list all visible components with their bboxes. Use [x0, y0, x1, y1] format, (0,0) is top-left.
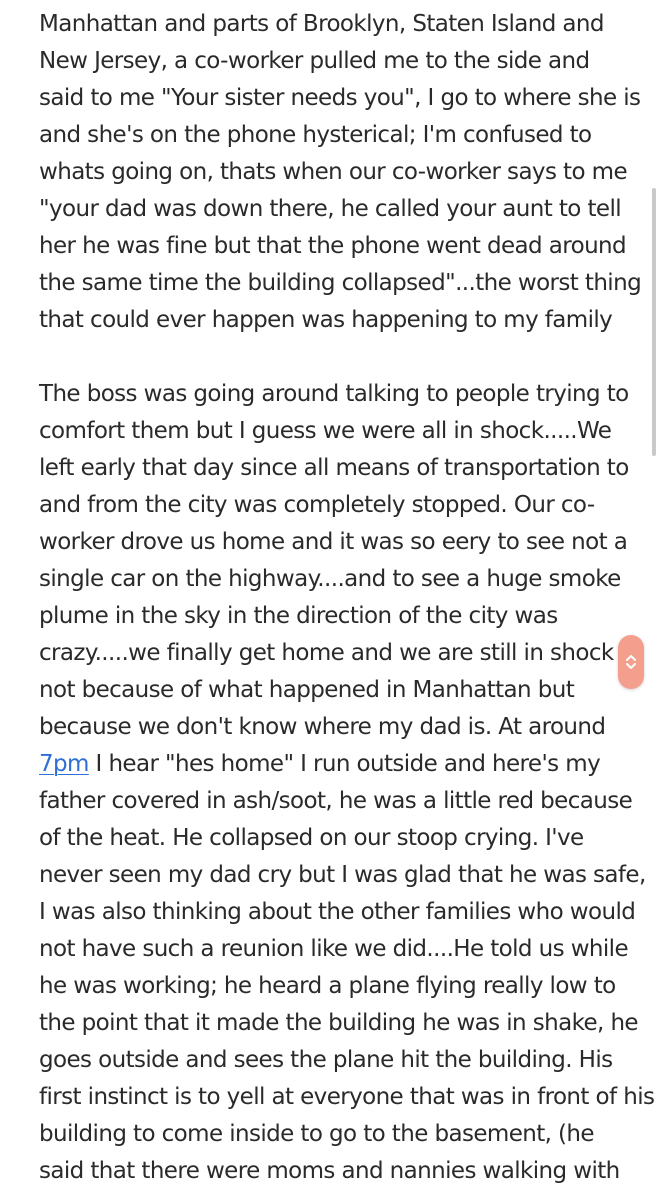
- chevron-up-icon[interactable]: [625, 653, 637, 662]
- text-line: her he was fine but that the phone went dead around: [39, 233, 627, 259]
- text-line: because we don't know where my dad is. At around: [39, 714, 606, 740]
- text-line: "your dad was down there, he called your aunt to tell: [39, 196, 622, 222]
- text-line: and she's on the phone hysterical; I'm confused to: [39, 122, 592, 148]
- text-line: and from the city was completely stopped. Our co-: [39, 492, 595, 518]
- text-line: goes outside and sees the plane hit the building. His: [39, 1047, 613, 1073]
- text-line: not have such a reunion like we did....He told us while: [39, 936, 629, 962]
- note-body-text[interactable]: [39, 6, 655, 1190]
- text-line: that could ever happen was happening to my family: [39, 307, 613, 333]
- fast-scroll-handle[interactable]: [618, 635, 644, 689]
- text-line: father covered in ash/soot, he was a little red because: [39, 788, 633, 814]
- text-line-with-link: [39, 746, 629, 783]
- text-line: single car on the highway....and to see a huge smoke: [39, 566, 621, 592]
- text-line: Manhattan and parts of Brooklyn, Staten Island and: [39, 11, 604, 37]
- text-line: left early that day since all means of transportation to: [39, 455, 629, 481]
- text-line: the same time the building collapsed"...the worst thing: [39, 270, 642, 296]
- text-line: New Jersey, a co-worker pulled me to the side and: [39, 48, 590, 74]
- link-line-text: I hear "hes home" I run outside and here's my: [88, 751, 601, 777]
- text-line: worker drove us home and it was so eery to see not a: [39, 529, 628, 555]
- text-line: building to come inside to go to the basement, (he: [39, 1121, 594, 1147]
- text-line: I was also thinking about the other families who would: [39, 899, 636, 925]
- text-line: first instinct is to yell at everyone that was in front of his: [39, 1084, 655, 1110]
- paragraph-2: [39, 376, 655, 1190]
- text-line: said that there were moms and nannies walking with: [39, 1158, 620, 1184]
- text-line: crazy.....we finally get home and we are still in shock: [39, 640, 614, 666]
- paragraph-1: [39, 6, 642, 339]
- chevron-down-icon[interactable]: [625, 662, 637, 671]
- text-line: of the heat. He collapsed on our stoop crying. I've: [39, 825, 584, 851]
- time-link[interactable]: 7pm: [39, 751, 89, 777]
- text-line: never seen my dad cry but I was glad that he was safe,: [39, 862, 646, 888]
- text-line: said to me "Your sister needs you", I go to where she is: [39, 85, 641, 111]
- scrollbar-thumb[interactable]: [652, 188, 656, 456]
- text-line: plume in the sky in the direction of the city was: [39, 603, 558, 629]
- text-line: the point that it made the building he was in shake, he: [39, 1010, 638, 1036]
- text-line: comfort them but I guess we were all in shock.....We: [39, 418, 612, 444]
- paragraph-spacer: [39, 339, 629, 376]
- text-line: not because of what happened in Manhattan but: [39, 677, 575, 703]
- text-line: whats going on, thats when our co-worker says to me: [39, 159, 627, 185]
- text-line: he was working; he heard a plane flying really low to: [39, 973, 616, 999]
- text-line: The boss was going around talking to people trying to: [39, 381, 629, 407]
